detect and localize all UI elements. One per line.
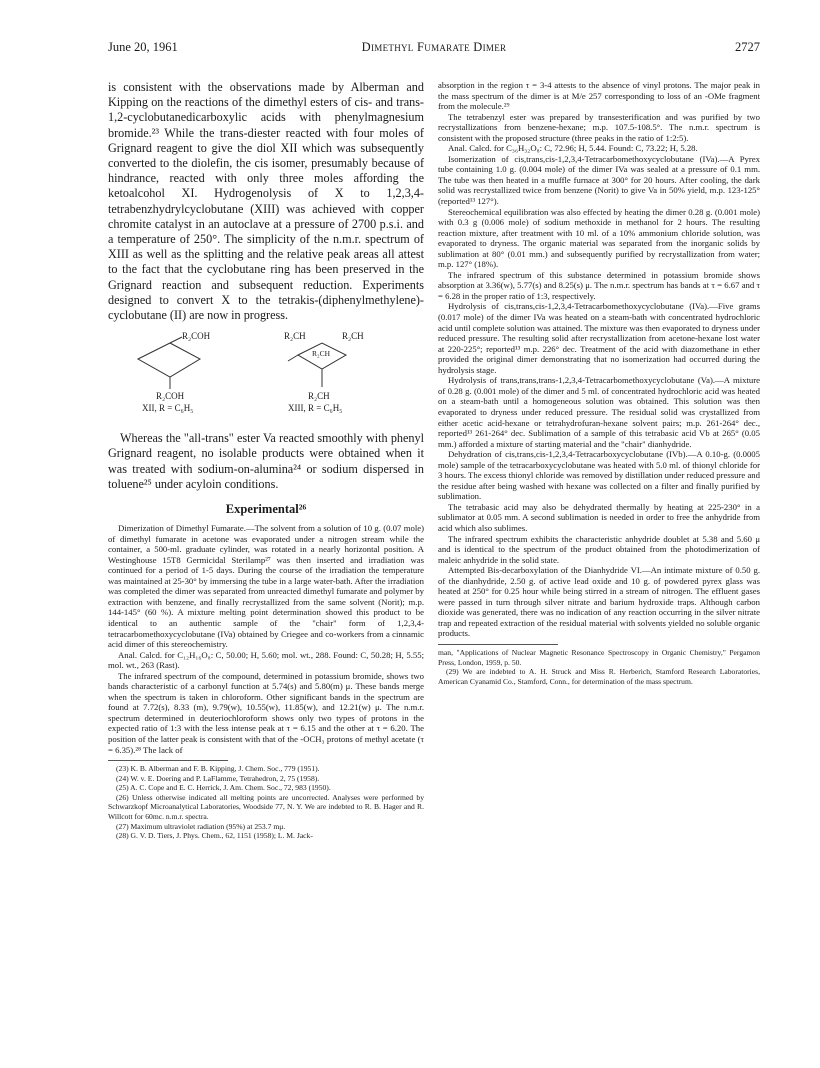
experimental-paragraph: Dehydration of cis,trans,cis-1,2,3,4-Tetracarboxycyclobutane (IVb).—A 0.10-g. (0.0005 mole) sample of the tetracarboxycyclobutane was heated with 5.0 ml. of thionyl chloride for 3 hours. The excess thionyl chloride was removed by distillation under reduced pressure and the residue after being washed with hexane was collected on a filter and finally purified by sublimation.	[438, 449, 760, 502]
structure-figure	[108, 329, 424, 427]
footnote: (23) K. B. Alberman and F. B. Kipping, J. Chem. Soc., 779 (1951).	[116, 764, 320, 774]
footnote-rule	[108, 760, 228, 761]
experimental-paragraph: Dimerization of Dimethyl Fumarate.—The solvent from a solution of 10 g. (0.07 mole) of dimethyl fumarate in acetone was evaporated under a nitrogen stream while the container, a 500-ml. graduate cylinder, was rotated in a nearly horizontal position. A Westinghouse 15T8 Germicidal Sterilamp²⁷ was then inserted and irradiation was continued for a period of 1-5 days. During the course of the irradiation the temperature was maintained at 25-30° by immersing the tube in a large water-bath. After the irradiation was completed the dimer was separated from unreacted dimethyl fumarate and polymer by extraction with benzene, and finally recrystallized from the same solvent (Norit); m.p. 144-145° (60 %). A mixture melting point determination showed this product to be identical to an authentic sample of the "chair" form of 1,2,3,4-tetracarbomethoxycyclobutane (IVa) obtained by Criegee and co-workers from a cinnamic acid dimer of this stereochemistry.	[108, 523, 424, 650]
footnote: (26) Unless otherwise indicated all melting points are uncorrected. Analyses were performed by Schwarzkopf Microanalytical Laboratories, Woodside 77, N. Y. We are indebted to R. B. Hager and R. Willcott for 60mc. n.m.r. spectra.	[108, 792, 424, 822]
footnotes	[438, 648, 760, 686]
footnote: (29) We are indebted to A. H. Struck and Miss R. Herberich, Stamford Research Laboratories, American Cyanamid Co., Stamford, Conn., for determination of the mass spectrum.	[438, 667, 760, 686]
experimental-paragraph: Isomerization of cis,trans,cis-1,2,3,4-Tetracarbomethoxycyclobutane (IVa).—A Pyrex tube containing 1.0 g. (0.004 mole) of the dimer IVa was sealed at a pressure of 0.1 mm. The tube was then heated in a muffle furnace at 300° for 20 hours. After cooling, the dark solid was recrystallized twice from benzene (Norit) to give Va in 50% yield, m.p. 123-125° (reported¹³ 127°).	[438, 153, 760, 207]
experimental-paragraph: The infrared spectrum of the compound, determined in potassium bromide, shows two bands characteristic of a carbonyl function at 5.74(s) and 5.80(m) μ. These bands merge when the spectrum is taken in chloroform. Other significant bands in the spectrum are found at 7.72(s), 8.33 (m), 9.79(w), 10.55(w), 11.85(w), and 12.21(w) μ. The n.m.r. spectrum determined in deuteriochloroform shows only two types of protons in the expected ratio of 1:3 with the less intense peak at τ = 6.15 and the other at τ = 6.20. The position of the latter peak is consistent with that of the -OCH₃ protons of methyl acetate (τ = 6.35).²⁸ The lack of	[108, 670, 424, 755]
footnote-continued: man, "Applications of Nuclear Magnetic Resonance Spectroscopy in Organic Chemistry," Pergamon Press, London, 1959, p. 50.	[438, 647, 760, 667]
label-r2ch-right: R₂CH	[342, 331, 364, 342]
analysis-paragraph: Anal. Calcd. for C₃₆H₃₂O₈: C, 72.96; H, 5.44. Found: C, 73.22; H, 5.28.	[448, 143, 698, 154]
footnote: (25) A. C. Cope and E. C. Herrick, J. Am. Chem. Soc., 72, 983 (1950).	[116, 783, 331, 793]
label-r2coh-bottom: R₂COH	[156, 391, 185, 402]
label-r2ch-inner: R₂CH	[312, 349, 331, 359]
left-column	[108, 80, 424, 841]
experimental-paragraph: absorption in the region τ = 3-4 attests to the absence of vinyl protons. The major peak in the mass spectrum of the dimer is at M/e 257 corresponding to loss of an -OMe fragment from the molecule.²⁹	[438, 80, 760, 112]
page-number: 2727	[735, 40, 760, 54]
analysis-paragraph: Anal. Calcd. for C₁₂H₁₆O₈: C, 50.00; H, 5.60; mol. wt., 288. Found: C, 50.28; H, 5.55; mol. wt., 263 (Rast).	[108, 649, 424, 671]
footnote: (27) Maximum ultraviolet radiation (95%) at 253.7 mμ.	[116, 821, 286, 831]
experimental-paragraph: Hydrolysis of trans,trans,trans-1,2,3,4-Tetracarbomethoxycyclobutane (Va).—A mixture of 0.28 g. (0.001 mole) of the dimer and 5 ml. of concentrated hydrochloric acid was heated on a steam-bath until a homogeneous solution was obtained. This solution was then evaporated to dryness under reduced pressure. The residual solid was crystallized from either acetic acid-hexane or tetrahydrofuran-hexane solvent pairs; m.p. 261-264° dec., reported¹³ 261-264° dec. Sublimation of a sample of this tetrabasic acid Vb at 265° (0.05 mm.) afforded a mixture of starting material and the "chair" dianhydride.	[438, 375, 760, 449]
experimental-paragraph: The infrared spectrum of this substance determined in potassium bromide shows absorption at 3.36(w), 5.77(s) and 8.25(s) μ. The n.m.r. spectrum has bands at τ = 6.67 and τ = 6.28 in the proper ratio of 1:3, respectively.	[438, 269, 760, 301]
running-header	[108, 40, 760, 56]
ring-xii	[138, 343, 200, 377]
footnote-rule	[438, 644, 558, 645]
label-xiii: XIII, R = C₆H₅	[288, 403, 343, 414]
experimental-paragraph: The tetrabenzyl ester was prepared by transesterification and was purified by two recrystallizations from benzene-hexane; m.p. 107.5-108.5°. The n.m.r. spectrum is consistent with the proposed structure (three peaks in the ratio of 1:2:5).	[438, 111, 760, 143]
body-paragraph: Whereas the "all-trans" ester Va reacted smoothly with phenyl Grignard reagent, no isolable products were obtained when it was treated with sodium-on-alumina²⁴ or sodium dispersed in toluene²⁵ under acyloin conditions.	[108, 431, 424, 491]
experimental-paragraph: Hydrolysis of cis,trans,cis-1,2,3,4-Tetracarbomethoxycyclobutane (IVa).—Five grams (0.017 mole) of the dimer IVa was heated on a steam-bath with concentrated hydrochloric acid until complete solution was attained. The mixture was then evaporated to dryness under reduced pressure. The resulting solid after recrystallization from acetone-hexane lost water at 220-225°; reported¹³ m.p. 226° dec. Treatment of the acid with diazomethane in ether provided the original dimer demonstrating that no isomerization had occurred during the hydrolysis stage.	[438, 301, 760, 375]
body-paragraph: is consistent with the observations made by Alberman and Kipping on the reactions of the dimethyl esters of cis- and trans-1,2-cyclobutanedicarboxylic acids with phenylmagnesium bromide.²³ While the trans-diester reacted with four moles of Grignard reagent to give the diol XII which was subsequently converted to the diolefin, the cis isomer, presumably because of hindrance, reacted with only three moles affording the ketoalcohol XI. Hydrogenolysis of X to 1,2,3,4-tetrabenzhydrylcyclobutane (XIII) was achieved with copper chromite catalyst in an autoclave at a pressure of 2700 p.s.i. and a temperature of 250°. The simplicity of the n.m.r. spectrum of XIII as well as the splitting and the relative peak areas all attest to the fact that the cyclobutane ring has been preserved in the Grignard reaction and subsequent reduction. Experiments designed to convert X to the tetrakis-(diphenylmethylene)-cyclobutane (II) are now in progress.	[108, 80, 424, 323]
header-title: Dimethyl Fumarate Dimer	[361, 40, 507, 54]
experimental-paragraph: Attempted Bis-decarboxylation of the Dianhydride VI.—An intimate mixture of 0.50 g. of the dianhydride, 2.50 g. of active lead oxide and 10 g. of powdered pyrex glass was heated at 250° for 0.25 hour while being stirred in a stream of nitrogen. The effluent gases were passed in turn through silver nitrate and barium hydroxide traps. Although carbon dioxide was generated, there was no indication of any reaction occurring in the silver nitrate trap and repeated extraction of the residual material with solvents yielded no soluble organic products.	[438, 565, 760, 639]
right-column	[438, 80, 760, 686]
label-r2ch-left: R₂CH	[284, 331, 306, 342]
experimental-paragraph: The infrared spectrum exhibits the characteristic anhydride doublet at 5.38 and 5.60 μ and is identical to the spectrum of the product obtained from the photodimerization of maleic anhydride in the solid state.	[438, 533, 760, 565]
header-date: June 20, 1961	[108, 40, 178, 54]
footnotes	[108, 764, 424, 841]
footnote: (28) G. V. D. Tiers, J. Phys. Chem., 62, 1151 (1958); L. M. Jack-	[116, 831, 313, 841]
label-xii: XII, R = C₆H₅	[142, 403, 194, 414]
label-r2ch-bottom: R₂CH	[308, 391, 330, 402]
label-r2coh-top: R₂COH	[182, 331, 211, 342]
footnote: (24) W. v. E. Doering and P. LaFlamme, Tetrahedron, 2, 75 (1958).	[116, 773, 320, 783]
experimental-paragraph: The tetrabasic acid may also be dehydrated thermally by heating at 225-230° in a sublimator at 0.05 mm. A second sublimation is needed in order to free the anhydride from acid which also sublimes.	[438, 501, 760, 533]
section-heading: Experimental²⁶	[225, 502, 307, 517]
experimental-paragraph: Stereochemical equilibration was also effected by heating the dimer 0.28 g. (0.001 mole) with 0.3 g (0.006 mole) of sodium methoxide in methanol for 2 hours. The resulting reaction mixture, after treatment with 10 ml. of a 10% ammonium chloride solution, was evaporated to dryness. The organic material was separated from the inorganic solids by sublimation at 80° (0.01 mm.) and subsequently purified by recrystallization from water; m.p. 127° (18%).	[438, 206, 760, 270]
